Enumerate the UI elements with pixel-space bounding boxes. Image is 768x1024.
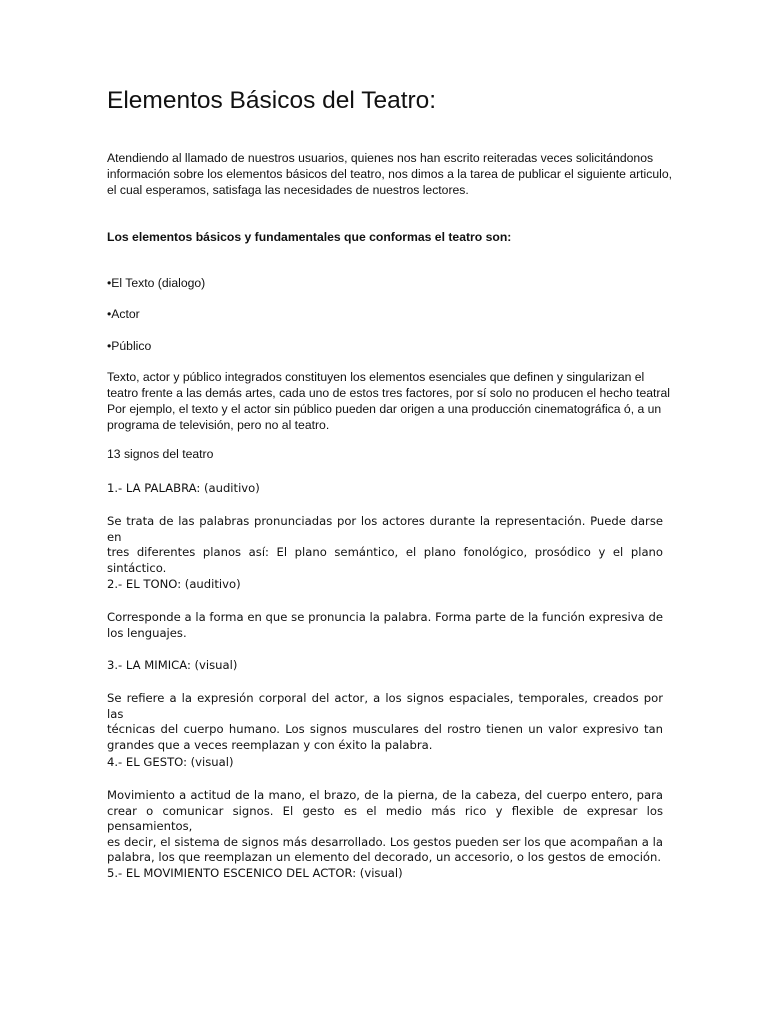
- integration-line: Por ejemplo, el texto y el actor sin público pueden dar origen a una producción cinematográfica ó, a un: [107, 402, 662, 416]
- sign-description: [107, 788, 663, 866]
- sign-description-line: técnicas del cuerpo humano. Los signos musculares del rostro tienen un valor expresivo tan: [107, 722, 663, 736]
- sign-heading: 4.- EL GESTO: (visual): [107, 755, 234, 769]
- sign-description-line: crear o comunicar signos. El gesto es el medio más rico y flexible de expresar los pensamientos,: [107, 803, 663, 833]
- intro-line: el cual esperamos, satisfaga las necesidades de nuestros lectores.: [107, 183, 469, 197]
- sign-heading: 3.- LA MIMICA: (visual): [107, 658, 238, 672]
- sign-heading: 1.- LA PALABRA: (auditivo): [107, 481, 260, 495]
- intro-paragraph: [107, 150, 672, 198]
- integration-line: programa de televisión, pero no al teatro.: [107, 418, 330, 432]
- document-page: [107, 0, 672, 1024]
- sign-description: [107, 514, 663, 576]
- intro-line: información sobre los elementos básicos del teatro, nos dimos a la tarea de publicar el siguiente articulo,: [107, 167, 672, 181]
- integration-paragraph: [107, 369, 670, 433]
- sign-description-line: grandes que a veces reemplazan y con éxito la palabra.: [107, 737, 433, 752]
- sign-description-line: Se trata de las palabras pronunciadas por los actores durante la representación. Puede darse en: [107, 514, 663, 544]
- sign-description-line: es decir, el sistema de signos más desarrollado. Los gestos pueden ser los que acompañan a la: [107, 834, 663, 849]
- integration-line: Texto, actor y público integrados constituyen los elementos esenciales que definen y singularizan el: [107, 370, 645, 384]
- sign-description: [107, 610, 663, 641]
- sign-heading: 2.- EL TONO: (auditivo): [107, 577, 241, 591]
- sign-description-line: tres diferentes planos así: El plano semántico, el plano fonológico, prosódico y el plano: [107, 545, 663, 559]
- sign-description-line: sintáctico.: [107, 560, 167, 575]
- bullet-item: •Actor: [107, 307, 140, 321]
- sign-description-line: Corresponde a la forma en que se pronuncia la palabra. Forma parte de la función expresiva de: [107, 610, 663, 624]
- integration-line: teatro frente a las demás artes, cada uno de estos tres factores, por sí solo no producen el hecho teatral: [107, 386, 670, 400]
- signs-heading: 13 signos del teatro: [107, 447, 214, 461]
- sign-description: [107, 691, 663, 753]
- sign-description-line: los lenguajes.: [107, 625, 187, 640]
- sign-description-line: palabra, los que reemplazan un elemento del decorado, un accesorio, o los gestos de emoción.: [107, 850, 662, 864]
- sign-description-line: Se refiere a la expresión corporal del actor, a los signos espaciales, temporales, creados por las: [107, 691, 663, 721]
- intro-line: Atendiendo al llamado de nuestros usuarios, quienes nos han escrito reiteradas veces solicitándonos: [107, 151, 654, 165]
- sign-heading: 5.- EL MOVIMIENTO ESCENICO DEL ACTOR: (visual): [107, 866, 403, 880]
- bullet-item: •Público: [107, 339, 152, 353]
- document-title: Elementos Básicos del Teatro:: [107, 87, 437, 114]
- sign-description-line: Movimiento a actitud de la mano, el brazo, de la pierna, de la cabeza, del cuerpo entero, para: [107, 788, 663, 802]
- elements-heading: Los elementos básicos y fundamentales que conformas el teatro son:: [107, 230, 512, 244]
- bullet-item: •El Texto (dialogo): [107, 276, 206, 290]
